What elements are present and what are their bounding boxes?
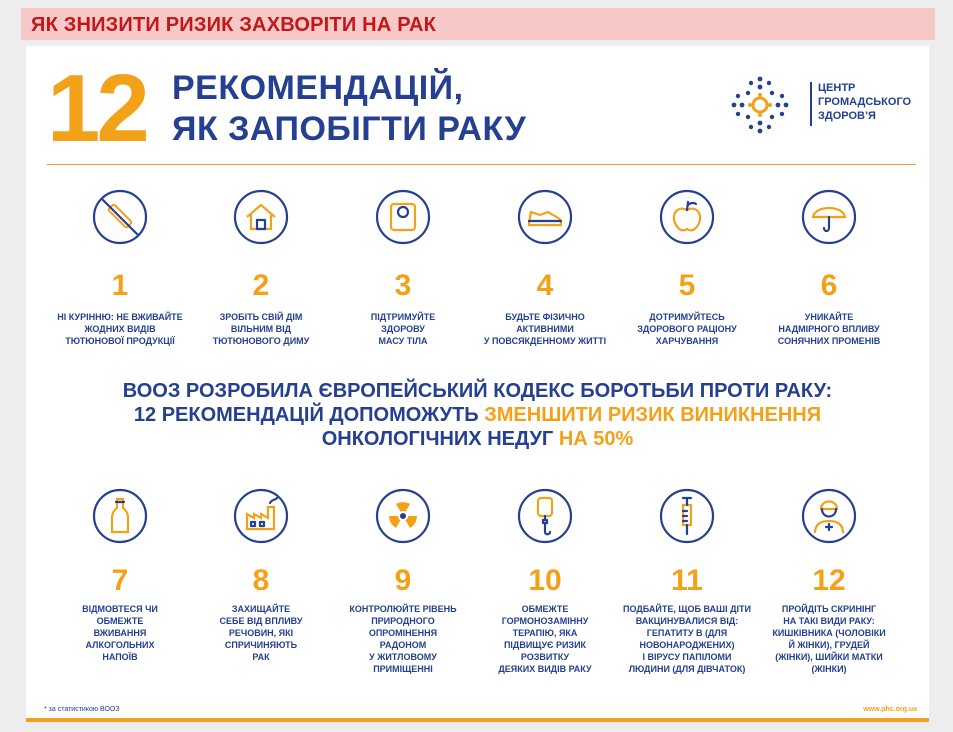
bottle-icon [91, 487, 149, 545]
recommendation-number: 12 [812, 564, 846, 597]
recommendation-number: 7 [111, 564, 129, 597]
recommendation-number: 4 [536, 269, 554, 302]
doctor-icon [800, 487, 858, 545]
recommendation-caption: ДОТРИМУЙТЕСЬ ЗДОРОВОГО РАЦІОНУ ХАРЧУВАННЯ [637, 312, 737, 346]
scale-icon [374, 188, 432, 246]
divider [47, 164, 916, 165]
who-statement-line-1: ВООЗ РОЗРОБИЛА ЄВРОПЕЙСЬКИЙ КОДЕКС БОРОТЬБИ ПРОТИ РАКУ: [122, 380, 833, 402]
logo-divider [810, 82, 812, 126]
logo-line-2: ГРОМАДСЬКОГО [818, 96, 912, 108]
recommendation-caption: ПІДТРИМУЙТЕ ЗДОРОВУ МАСУ ТІЛА [370, 312, 436, 346]
recommendation-number: 5 [678, 269, 696, 302]
apple-icon [658, 188, 716, 246]
recommendation-caption: НІ КУРІННЮ: НЕ ВЖИВАЙТЕ ЖОДНИХ ВИДІВ ТЮТЮНОВОЇ ПРОДУКЦІЇ [57, 312, 183, 346]
bottom-accent-bar [26, 718, 929, 722]
recommendation-caption: ПОДБАЙТЕ, ЩОБ ВАШІ ДІТИ ВАКЦИНУВАЛИСЯ ВІД: ГЕПАТИТУ В (ДЛЯ НОВОНАРОДЖЕНИХ) І ВІРУСУ ПАПІЛОМИ ЛЮДИНИ (ДЛЯ ДІВЧАТОК) [623, 604, 751, 674]
recommendation-number: 1 [111, 269, 129, 302]
recommendation-caption: ПРОЙДІТЬ СКРИНІНГ НА ТАКІ ВИДИ РАКУ: КИШКІВНИКА (ЧОЛОВІКИ Й ЖІНКИ), ГРУДЕЙ (ЖІНКИ), ШИЙКИ МАТКИ (ЖІНКИ) [772, 604, 886, 674]
headline-number: 12 [47, 55, 146, 162]
sneaker-icon [516, 188, 574, 246]
website-link[interactable]: www.phc.org.ua [863, 706, 917, 713]
recommendation-caption: БУДЬТЕ ФІЗИЧНО АКТИВНИМИ У ПОВСЯКДЕННОМУ ЖИТТІ [483, 312, 607, 346]
who-statement-line-2: 12 РЕКОМЕНДАЦІЙ ДОПОМОЖУТЬ ЗМЕНШИТИ РИЗИК ВИНИКНЕННЯ [133, 404, 822, 426]
phc-logo-icon [729, 74, 819, 136]
headline-line-2: ЯК ЗАПОБІГТИ РАКУ [172, 110, 527, 148]
house-icon [232, 188, 290, 246]
headline-line-1: РЕКОМЕНДАЦІЙ, [172, 69, 464, 107]
no-smoking-icon [91, 188, 149, 246]
radiation-icon [374, 487, 432, 545]
recommendation-number: 6 [820, 269, 838, 302]
factory-icon [232, 487, 290, 545]
recommendation-number: 2 [252, 269, 270, 302]
infographic-card [26, 46, 929, 722]
syringe-icon [658, 487, 716, 545]
recommendation-caption: ОБМЕЖТЕ ГОРМОНОЗАМІННУ ТЕРАПІЮ, ЯКА ПІДВИЩУЄ РИЗИК РОЗВИТКУ ДЕЯКИХ ВИДІВ РАКУ [498, 604, 592, 674]
recommendation-number: 3 [394, 269, 412, 302]
recommendation-caption: ЗАХИЩАЙТЕ СЕБЕ ВІД ВПЛИВУ РЕЧОВИН, ЯКІ СПРИЧИНЯЮТЬ РАК [219, 604, 303, 662]
recommendation-caption: КОНТРОЛЮЙТЕ РІВЕНЬ ПРИРОДНОГО ОПРОМІНЕННЯ РАДОНОМ У ЖИТЛОВОМУ ПРИМІЩЕННІ [349, 604, 457, 674]
recommendation-number: 9 [394, 564, 412, 597]
recommendation-number: 10 [528, 564, 562, 597]
recommendation-caption: ЗРОБІТЬ СВІЙ ДІМ ВІЛЬНИМ ВІД ТЮТЮНОВОГО ДИМУ [212, 312, 310, 346]
logo-line-3: ЗДОРОВ’Я [818, 110, 876, 122]
recommendation-caption: УНИКАЙТЕ НАДМІРНОГО ВПЛИВУ СОНЯЧНИХ ПРОМЕНІВ [777, 312, 881, 346]
recommendation-number: 8 [252, 564, 270, 597]
logo-line-1: ЦЕНТР [818, 82, 856, 94]
umbrella-icon [800, 188, 858, 246]
page-banner [21, 8, 935, 40]
who-statement-line-3: ОНКОЛОГІЧНИХ НЕДУГ НА 50% [321, 428, 634, 450]
footnote: * за статистикою ВООЗ [44, 706, 120, 713]
page-title: ЯК ЗНИЗИТИ РИЗИК ЗАХВОРІТИ НА РАК [31, 14, 437, 36]
recommendation-caption: ВІДМОВТЕСЯ ЧИ ОБМЕЖТЕ ВЖИВАННЯ АЛКОГОЛЬНИХ НАПОЇВ [82, 604, 158, 662]
iv-drip-icon [516, 487, 574, 545]
recommendation-number: 11 [671, 564, 703, 597]
logo-text [818, 81, 911, 123]
